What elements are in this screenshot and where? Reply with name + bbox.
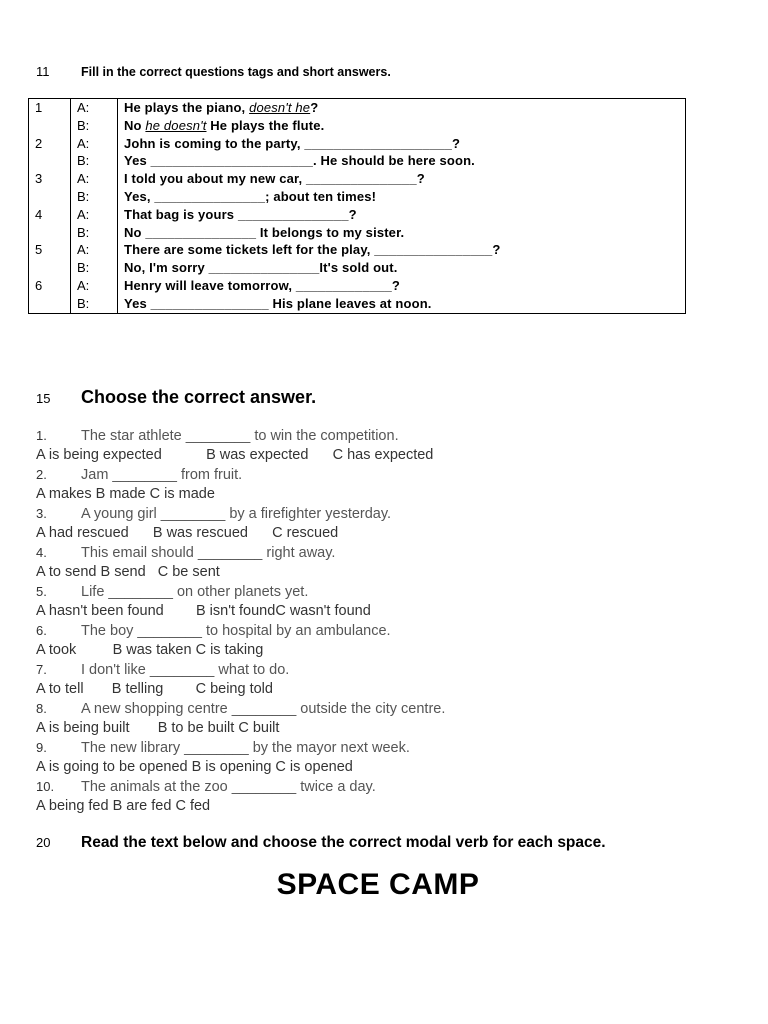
speaker-label: B: [71,117,118,135]
answer-options: A to tell B telling C being told [36,680,273,697]
speaker-label: B: [71,224,118,242]
question-text: The star athlete ________ to win the competition. [81,428,399,444]
item-number: 4 [29,206,71,224]
table-row [29,206,686,224]
question-line [36,777,736,797]
question-number: 10. [36,779,55,794]
speaker-label: B: [71,259,118,277]
section-title: Fill in the correct questions tags and short answers. [81,65,391,79]
answer-options: A is being expected B was expected C has expected [36,446,434,463]
dialogue-fragment: No, I'm sorry _______________It's sold out. [124,260,398,276]
question-tags-table [28,98,686,314]
dialogue-fragment: There are some tickets left for the play, ________________? [124,242,501,258]
question-line [36,426,736,446]
speaker-label: B: [71,295,118,313]
item-number [29,188,71,206]
dialogue-fragment: I told you about my new car, _______________? [124,171,425,187]
item-number [29,295,71,313]
dialogue-text [118,188,686,206]
dialogue-fragment: Henry will leave tomorrow, _____________? [124,277,400,293]
question-line [36,660,736,680]
table-row [29,152,686,170]
speaker-label: A: [71,206,118,224]
section-number: 20 [36,835,51,850]
question-number: 7. [36,662,47,677]
dialogue-fragment: ? [310,100,319,115]
dialogue-fragment: John is coming to the party, ____________________? [124,135,461,151]
item-number: 5 [29,241,71,259]
table-row [29,224,686,242]
item-number [29,224,71,242]
speaker-label: B: [71,188,118,206]
section-title: Choose the correct answer. [81,387,317,407]
question-text: The boy ________ to hospital by an ambulance. [81,623,391,639]
item-number [29,152,71,170]
dialogue-text [118,241,686,259]
question-number: 4. [36,545,47,560]
dialogue-text [118,206,686,224]
section-title: Read the text below and choose the correct modal verb for each space. [81,834,606,851]
dialogue-text [118,117,686,135]
question-text: The animals at the zoo ________ twice a day. [81,779,376,795]
question-text: A new shopping centre ________ outside the city centre. [81,701,446,717]
table-row [29,259,686,277]
question-number: 9. [36,740,47,755]
question-number: 1. [36,428,47,443]
section-15-header [36,387,316,408]
answer-options: A being fed B are fed C fed [36,797,211,814]
answer-options: A hasn't been found B isn't foundC wasn't found [36,602,371,619]
dialogue-fragment: No _______________ It belongs to my sister. [124,224,405,240]
speaker-label: A: [71,241,118,259]
dialogue-fragment: Yes ______________________. He should be here soon. [124,153,475,169]
item-number: 1 [29,99,71,117]
dialogue-text [118,135,686,153]
item-number [29,117,71,135]
dialogue-fragment: That bag is yours _______________? [124,206,357,222]
table-row [29,295,686,313]
dialogue-fragment: He plays the piano, [124,100,250,115]
question-text: Jam ________ from fruit. [81,467,243,483]
section-number: 15 [36,391,51,406]
question-text: Life ________ on other planets yet. [81,584,309,600]
section-number: 11 [36,64,50,79]
dialogue-text [118,224,686,242]
answer-options: A makes B made C is made [36,485,215,502]
speaker-label: A: [71,170,118,188]
dialogue-text [118,259,686,277]
dialogue-text [118,152,686,170]
question-line [36,621,736,641]
answer-options: A to send B send C be sent [36,563,220,580]
dialogue-text [118,295,686,313]
section-20-header [36,834,606,852]
dialogue-fragment: Yes ________________ His plane leaves at noon. [124,295,432,311]
speaker-label: A: [71,277,118,295]
question-line [36,699,736,719]
example-answer: doesn't he [249,100,311,115]
answer-options: A took B was taken C is taking [36,641,264,658]
table-row [29,277,686,295]
question-line [36,738,736,758]
item-number: 3 [29,170,71,188]
dialogue-text [118,277,686,295]
question-number: 8. [36,701,47,716]
question-line [36,582,736,602]
item-number: 6 [29,277,71,295]
question-text: This email should ________ right away. [81,545,336,561]
speaker-label: B: [71,152,118,170]
dialogue-text [118,170,686,188]
example-answer: he doesn't [145,117,207,133]
table-row [29,99,686,117]
answer-options: A is going to be opened B is opening C is opened [36,758,353,775]
item-number [29,259,71,277]
dialogue-fragment: No [124,117,146,133]
question-text: I don't like ________ what to do. [81,662,290,678]
question-number: 6. [36,623,47,638]
question-number: 2. [36,467,47,482]
answer-options: A is being built B to be built C built [36,719,280,736]
question-number: 5. [36,584,47,599]
table-row [29,188,686,206]
question-line [36,543,736,563]
question-text: A young girl ________ by a firefighter yesterday. [81,506,392,522]
question-line [36,504,736,524]
multiple-choice-list [36,426,736,816]
dialogue-text [118,99,686,117]
dialogue-fragment: Yes, _______________; about ten times! [124,188,377,204]
question-number: 3. [36,506,47,521]
question-text: The new library ________ by the mayor next week. [81,740,410,756]
speaker-label: A: [71,99,118,117]
question-line [36,465,736,485]
table-row [29,241,686,259]
item-number: 2 [29,135,71,153]
dialogue-fragment: He plays the flute. [206,117,325,133]
section-11-header [36,64,391,79]
answer-options: A had rescued B was rescued C rescued [36,524,339,541]
table-row [29,135,686,153]
speaker-label: A: [71,135,118,153]
table-row [29,117,686,135]
table-row [29,170,686,188]
reading-heading: SPACE CAMP [276,868,480,901]
